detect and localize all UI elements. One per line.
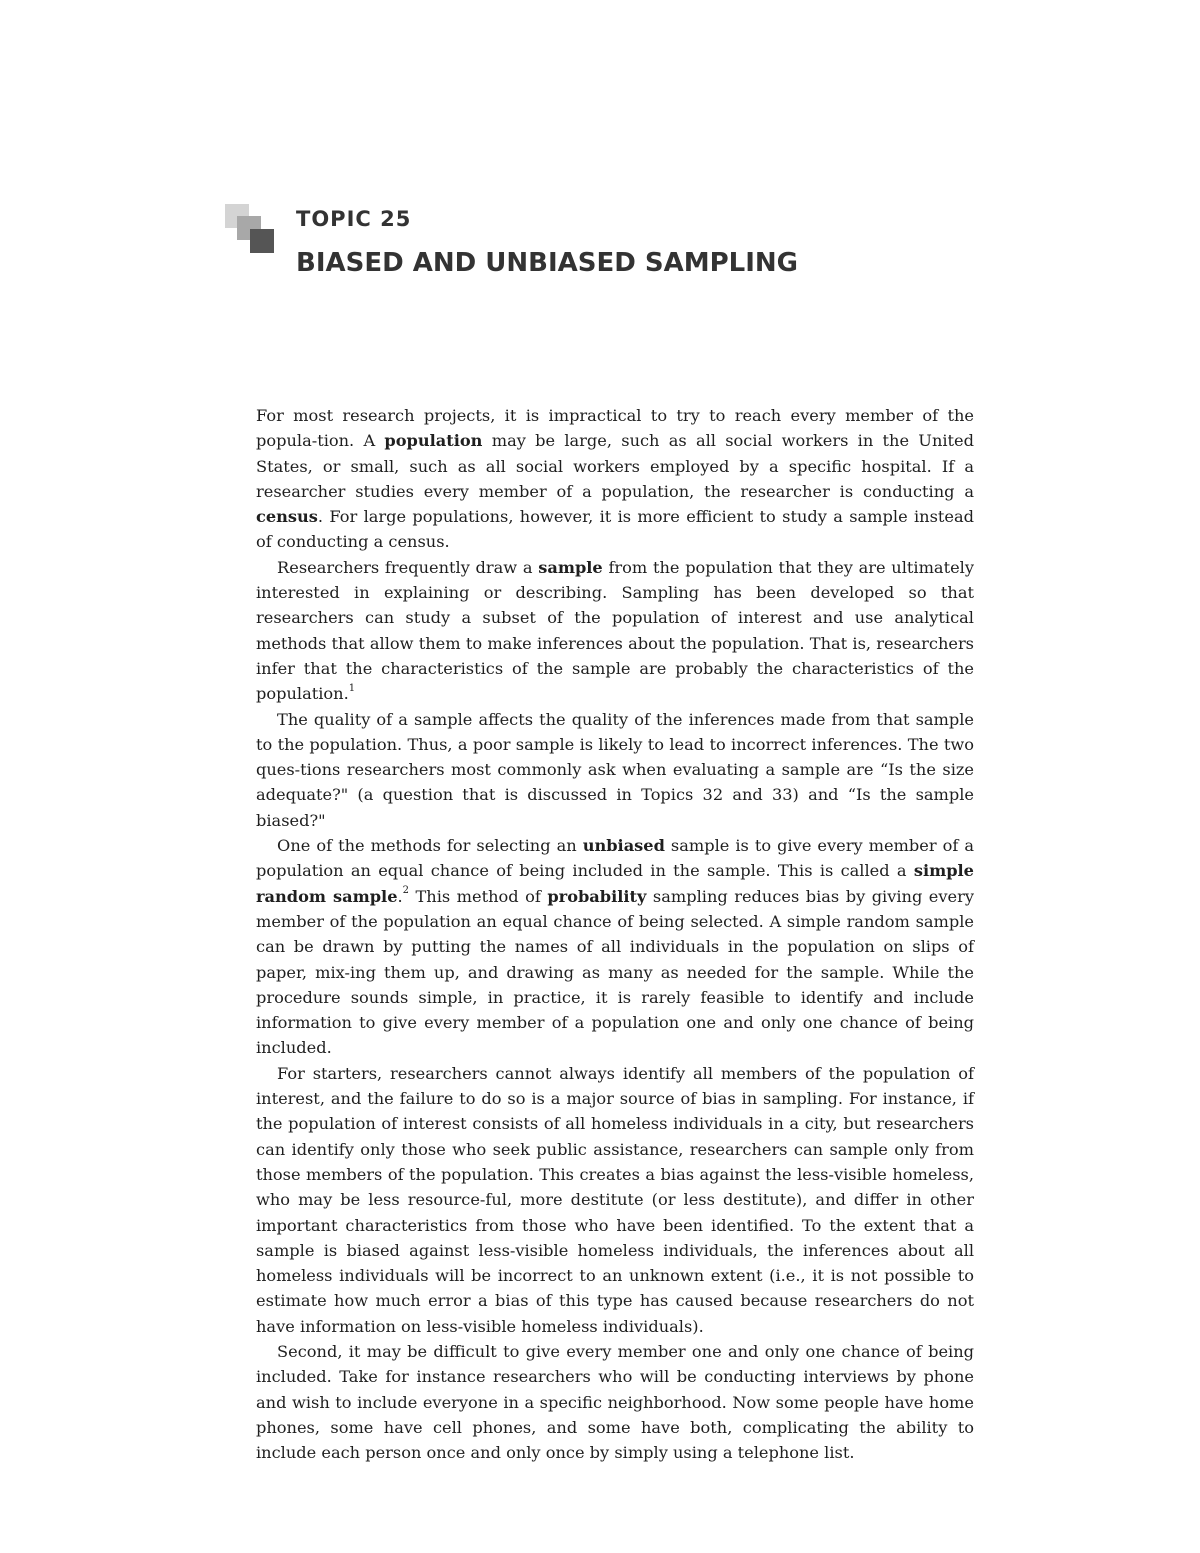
paragraph-2 [256,555,974,707]
logo-square-dark [250,229,274,253]
paragraph-5 [256,1061,974,1339]
term-population: population [384,431,483,451]
text-run: Second, it may be difficult to give every member one and only one chance of being included. Take for instance researchers who will be conducting interviews by phone and wish to include everyone in a specific neighborhood. Now some people have home phones, some have cell phones, and some have both, complicating the ability to include each person once and only once by simply using a telephone list. [256,1341,974,1463]
body-text [256,403,974,1465]
text-run: For starters, researchers cannot always identify all members of the population of interest, and the failure to do so is a major source of bias in sampling. For instance, if the population of interest consists of all homeless individuals in a city, but researchers can identify only those who seek public assistance, researchers can sample only from those members of the population. This creates a bias against the less-visible homeless, who may be less resource-ful, more destitute (or less destitute), and differ in other important characteristics from those who have been identified. To the extent that a sample is biased against less-visible homeless individuals, the inferences about all homeless individuals will be incorrect to an unknown extent (i.e., it is not possible to estimate how much error a bias of this type has caused because researchers do not have information on less-visible homeless individuals). [256,1063,974,1336]
paragraph-1 [256,403,974,555]
text-run: This method of [409,886,548,906]
footnote-ref-2: 2 [402,885,410,897]
term-simple-random-sample: simple random sample [256,861,974,906]
text-run: sampling reduces bias by giving every member of the population an equal chance of being selected. A simple random sample can be drawn by putting the names of all individuals in the population on slips of paper, mix-ing them up, and drawing as many as needed for the sample. While the procedure sounds simple, in practice, it is rarely feasible to identify and include information to give every member of a population one and only one chance of being included. [256,886,974,1058]
topic-logo-squares [225,204,277,254]
text-run: The quality of a sample affects the quality of the inferences made from that sample to the population. Thus, a poor sample is likely to lead to incorrect inferences. The two ques-tions researchers most commonly ask when evaluating a sample are “Is the size adequate?" (a question that is discussed in Topics 32 and 33) and “Is the sample biased?" [256,709,974,830]
paragraph-3 [256,707,974,833]
text-run: may be large, such as all social workers in the United States, or small, such as all social workers employed by a specific hospital. If a researcher studies every member of a population, the researcher is conducting a [256,431,974,501]
term-census: census [256,507,318,527]
text-run: . For large populations, however, it is more efficient to study a sample instead of conducting a census. [256,507,974,552]
term-sample: sample [538,557,603,577]
text-run: sample is to give every member of a population an equal chance of being included in the sample. This is called a [256,836,974,881]
paragraph-6 [256,1339,974,1465]
text-run: . [397,886,403,906]
term-unbiased: unbiased [582,836,665,856]
text-run: One of the methods for selecting an [277,836,583,856]
footnote-ref-1: 1 [348,682,356,694]
topic-label: TOPIC 25 [296,207,412,231]
text-run: For most research projects, it is impractical to try to reach every member of the popula-tion. A [256,406,974,451]
paragraph-4 [256,833,974,1061]
text-run: Researchers frequently draw a [277,557,539,577]
chapter-title: BIASED AND UNBIASED SAMPLING [296,248,798,278]
term-probability: probability [547,886,647,906]
text-run: from the population that they are ultimately interested in explaining or describing. Sampling has been developed so that researchers can study a subset of the population of interest and use analytical methods that allow them to make inferences about the population. That is, researchers infer that the characteristics of the sample are probably the characteristics of the population. [256,557,974,704]
